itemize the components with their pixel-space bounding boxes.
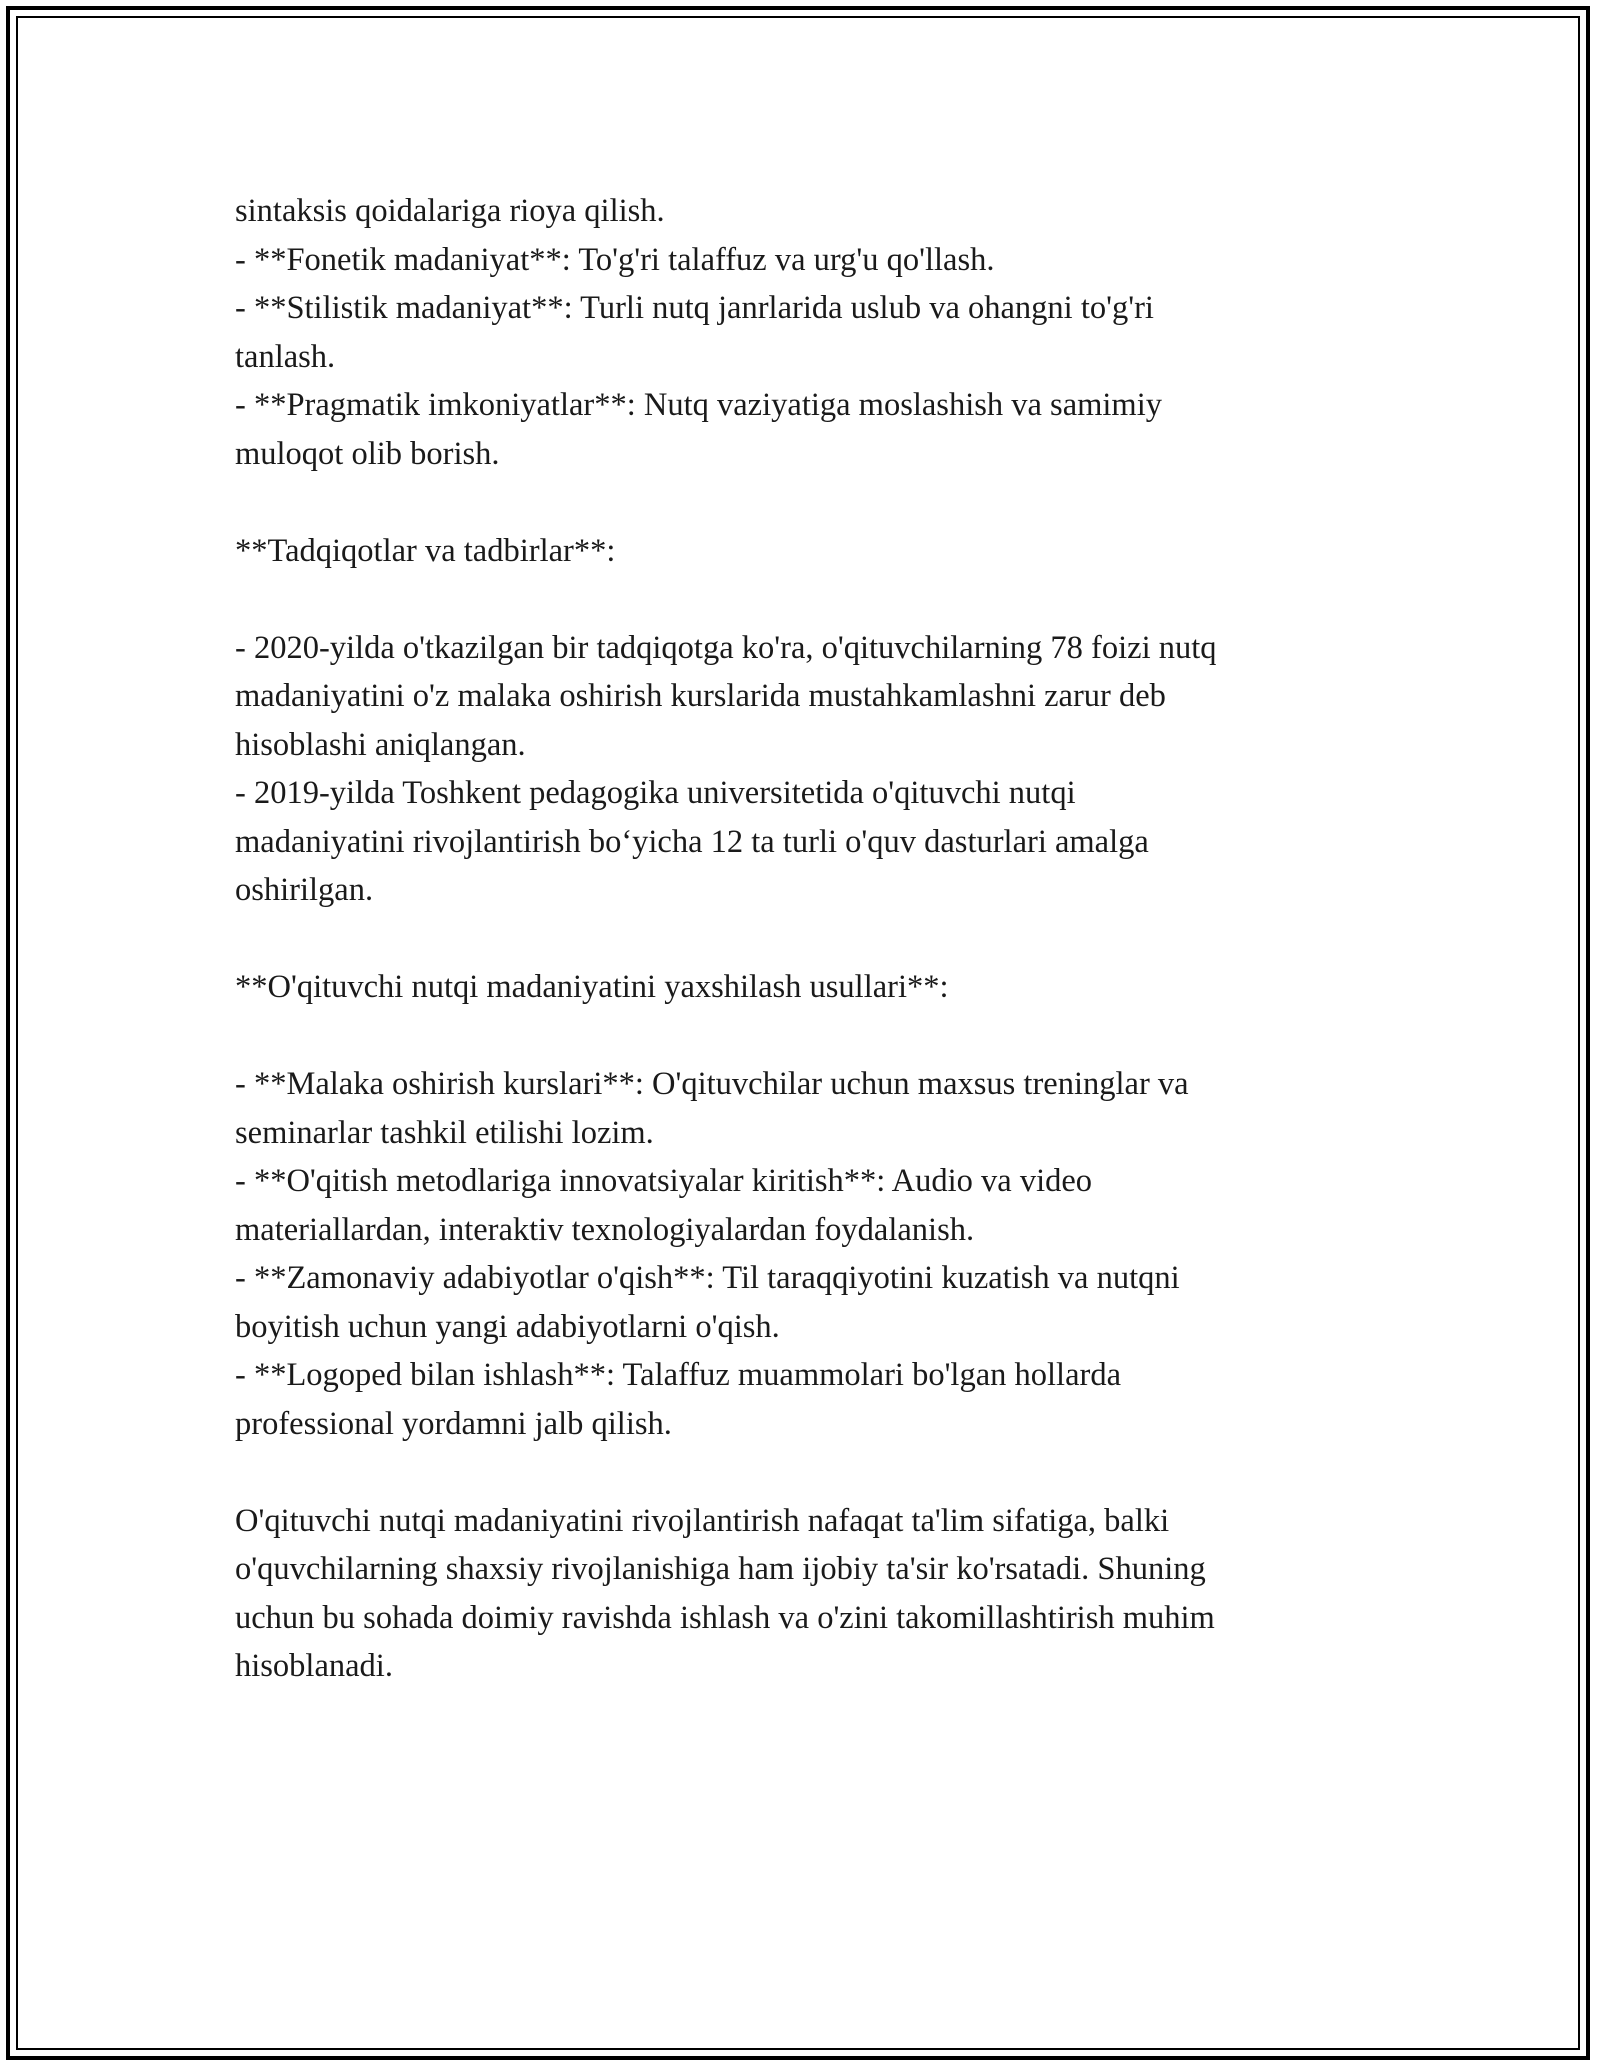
text-line: sintaksis qoidalariga rioya qilish. [235, 193, 665, 229]
text-line: - 2020-yilda o'tkazilgan bir tadqiqotga ko'ra, o'qituvchilarning 78 foizi nutq [235, 629, 1217, 666]
text-line: uchun bu sohada doimiy ravishda ishlash va o'zini takomillashtirish muhim [235, 1599, 1215, 1636]
text-line: madaniyatini rivojlantirish bo‘yicha 12 ta turli o'quv dasturlari amalga [235, 823, 1149, 860]
document-body [235, 187, 1365, 1691]
text-line: muloqot olib borish. [235, 435, 500, 472]
text-line: boyitish uchun yangi adabiyotlarni o'qish. [235, 1308, 780, 1345]
text-line: materiallardan, interaktiv texnologiyalardan foydalanish. [235, 1211, 975, 1248]
text-line: oshirilgan. [235, 872, 374, 908]
text-line: tanlash. [235, 338, 336, 375]
text-line: **O'qituvchi nutqi madaniyatini yaxshilash usullari**: [235, 969, 949, 1005]
blank-line [235, 915, 1365, 964]
text-line: - **Logoped bilan ishlash**: Talaffuz muammolari bo'lgan hollarda [235, 1357, 1121, 1393]
text-line: o'quvchilarning shaxsiy rivojlanishiga ham ijobiy ta'sir ko'rsatadi. Shuning [235, 1551, 1206, 1587]
text-line: - **Malaka oshirish kurslari**: O'qituvchilar uchun maxsus treninglar va [235, 1066, 1189, 1102]
text-line: **Tadqiqotlar va tadbirlar**: [235, 532, 616, 569]
blank-line [235, 575, 1365, 624]
blank-line [235, 1012, 1365, 1061]
text-line: hisoblashi aniqlangan. [235, 726, 526, 763]
text-line: - **Stilistik madaniyat**: Turli nutq janrlarida uslub va ohangni to'g'ri [235, 290, 1154, 326]
text-line: madaniyatini o'z malaka oshirish kurslarida mustahkamlashni zarur deb [235, 678, 1166, 714]
text-line: - **Pragmatik imkoniyatlar**: Nutq vaziyatiga moslashish va samimiy [235, 387, 1162, 423]
text-line: - **O'qitish metodlariga innovatsiyalar kiritish**: Audio va video [235, 1163, 1093, 1199]
text-line: seminarlar tashkil etilishi lozim. [235, 1114, 654, 1151]
blank-line [235, 478, 1365, 527]
text-line: professional yordamni jalb qilish. [235, 1405, 672, 1442]
text-line: O'qituvchi nutqi madaniyatini rivojlantirish nafaqat ta'lim sifatiga, balki [235, 1502, 1170, 1539]
blank-line [235, 1448, 1365, 1497]
text-line: - **Zamonaviy adabiyotlar o'qish**: Til taraqqiyotini kuzatish va nutqni [235, 1260, 1180, 1296]
text-line: hisoblanadi. [235, 1648, 393, 1684]
text-line: - 2019-yilda Toshkent pedagogika universitetida o'qituvchi nutqi [235, 775, 1076, 811]
text-line: - **Fonetik madaniyat**: To'g'ri talaffuz va urg'u qo'llash. [235, 241, 995, 278]
